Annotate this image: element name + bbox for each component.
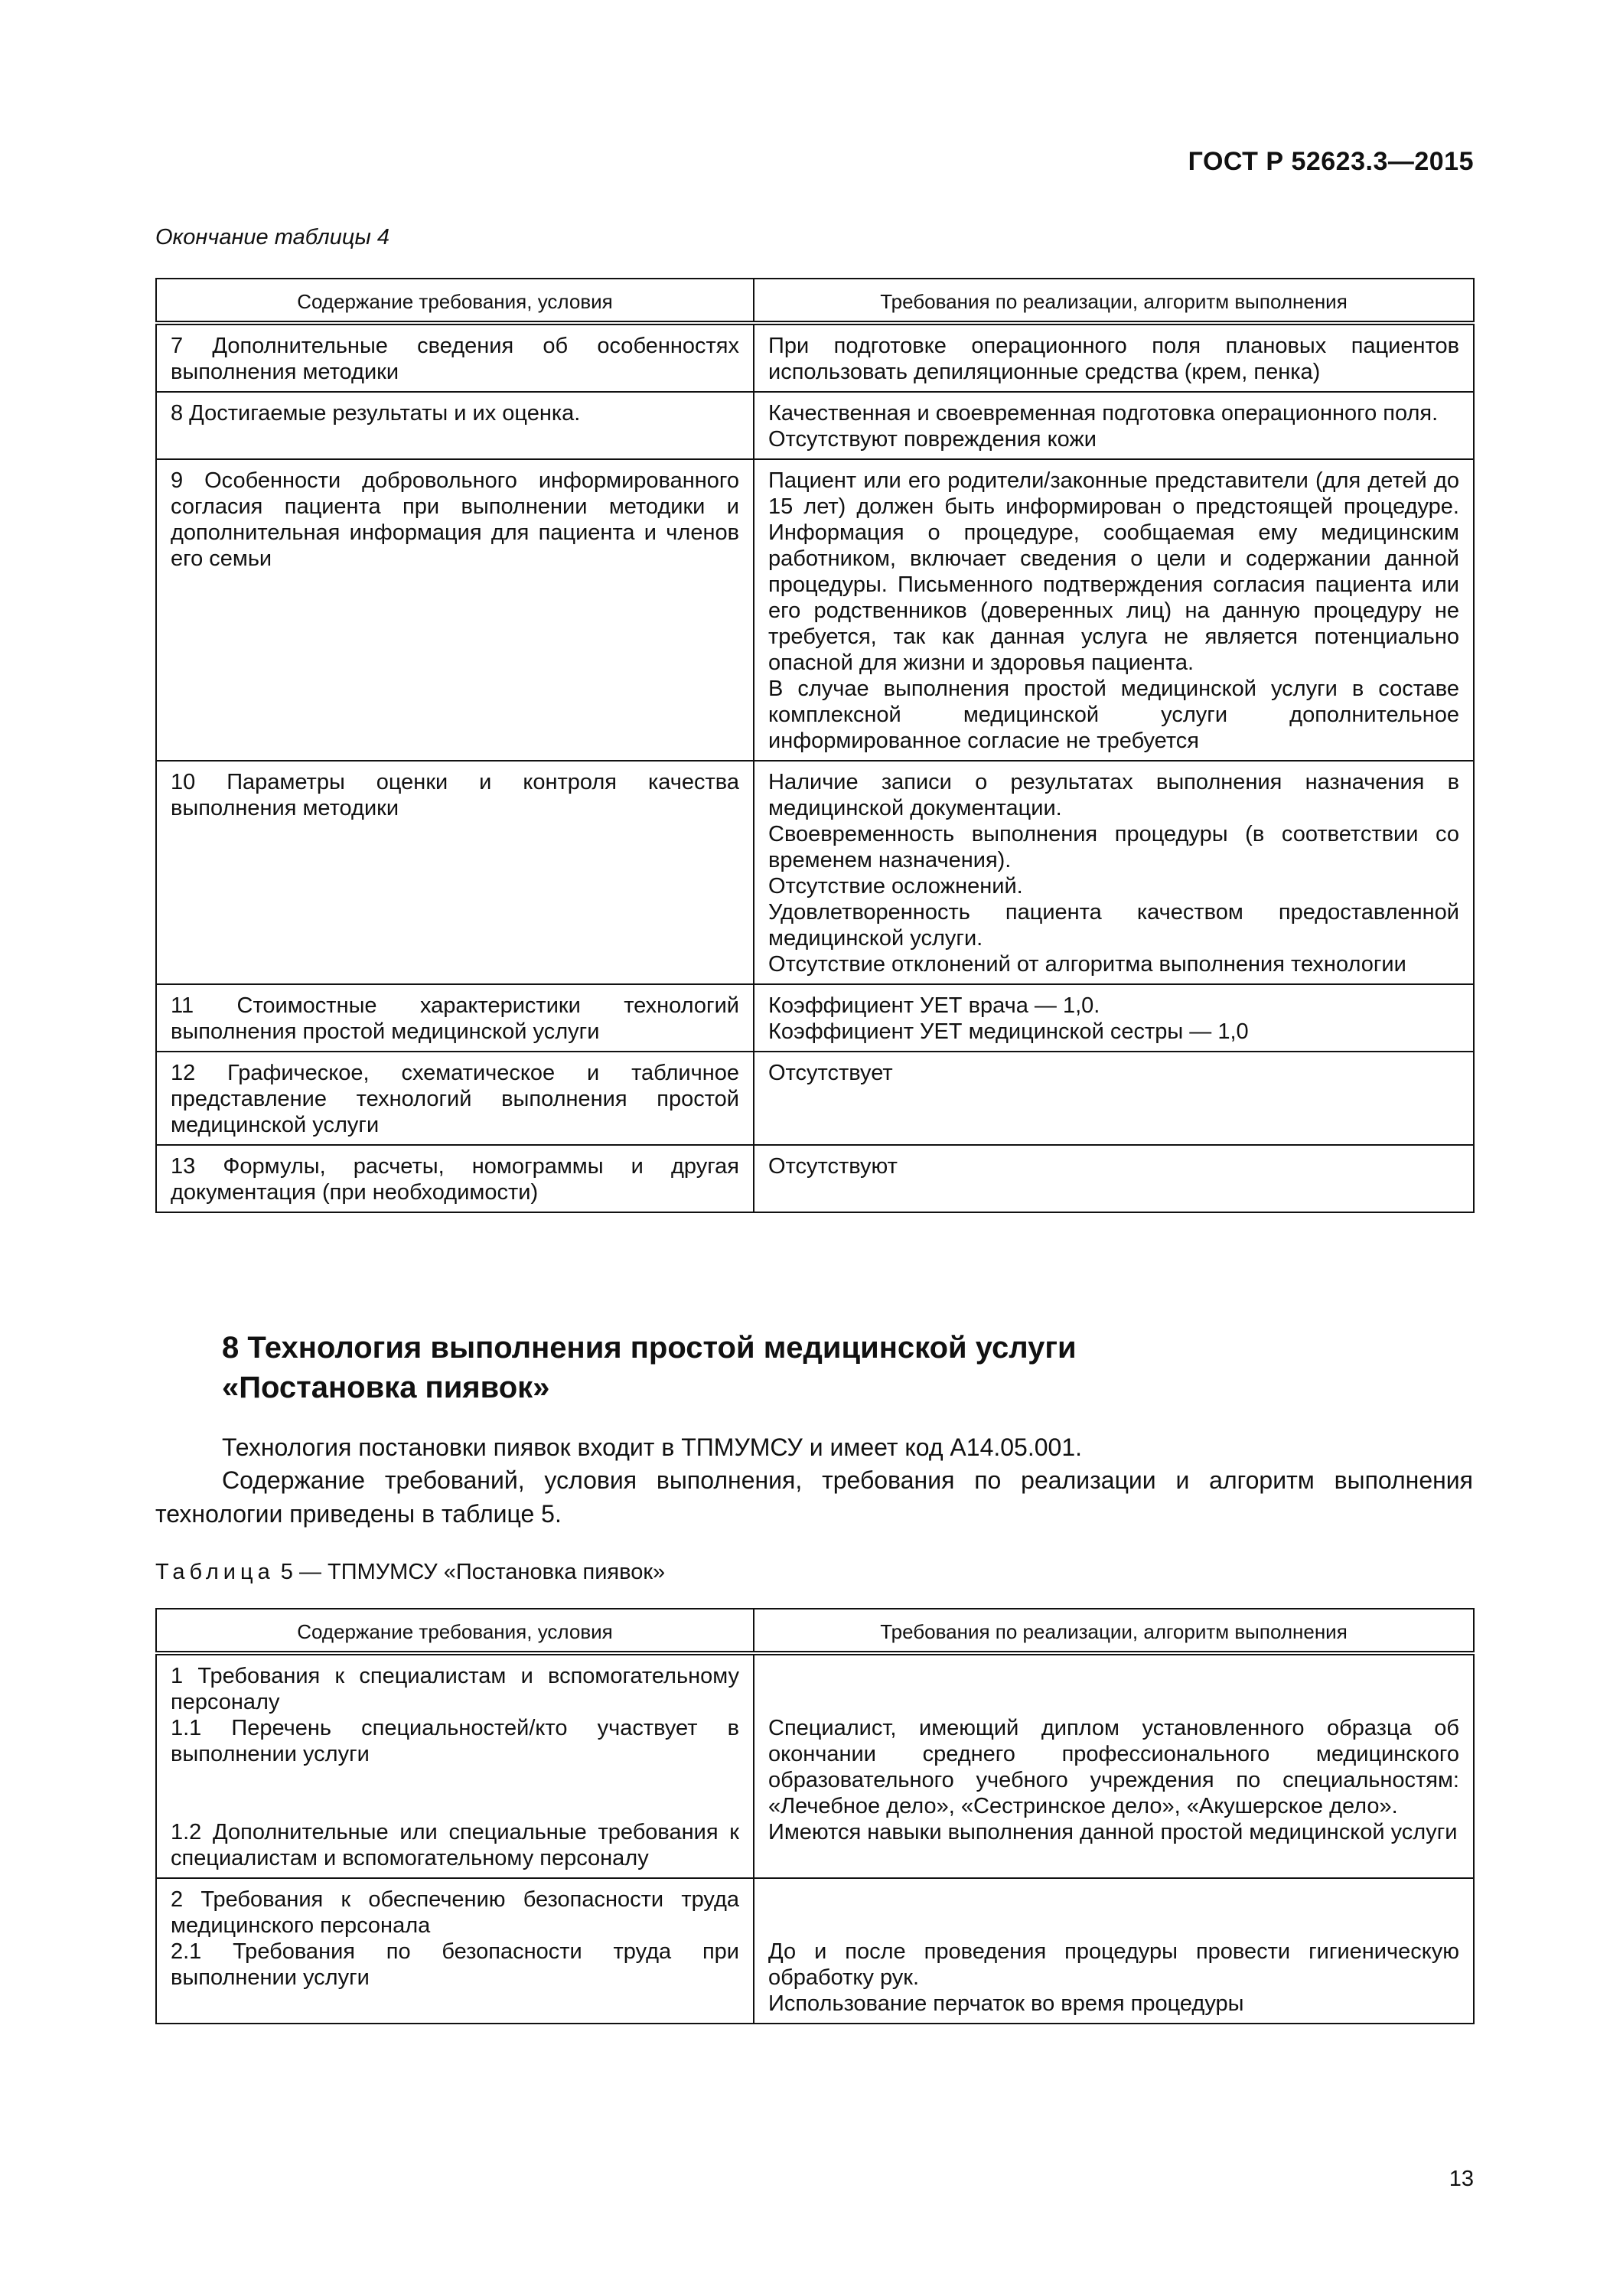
table-row [156,1878,1474,2024]
paragraph-description: Содержание требований, условия выполнения, требования по реализации и алгоритм выполнения технологии приведены в таблице 5. [155,1466,1473,1528]
table-row [156,392,1474,459]
cell-text: 8 Достигаемые результаты и их оценка. [171,401,581,426]
cell-text: 2.1 Требования по безопасности труда при выполнении услуги [171,1939,739,1990]
table5-caption-title: 5 — ТПМУМСУ «Постановка пиявок» [274,1560,666,1584]
table-cell [156,984,754,1052]
cell-text: 11 Стоимостные характеристики технологий выполнения простой медицинской услуги [171,993,739,1044]
cell-text: Отсутствие отклонений от алгоритма выполнения технологии [768,952,1406,977]
table-cell [754,1653,1474,1878]
cell-text: 12 Графическое, схематическое и табличное представление технологий выполнения простой медицинской услуги [171,1061,739,1137]
table-cell [156,392,754,459]
table-cell [156,323,754,392]
table-cell [754,1052,1474,1145]
section-title-line: 8 Технология выполнения простой медицинской услуги [222,1331,1077,1365]
cell-text: Пациент или его родители/законные представители (для детей до 15 лет) должен быть информирован о предстоящей процедуре. Информация о процедуре, сообщаемая ему медицинским работником, включает сведения о цели и содержании данной процедуры. Письменного подтверждения согласия пациента или его родственников (доверенных лиц) на данную процедуру не требуется, так как данная услуга не является потенциально опасной для жизни и здоровья пациента. [768,468,1459,675]
table5-caption-label: Таблица [155,1560,275,1584]
cell-text: При подготовке операционного поля плановых пациентов использовать депиляционные средства (крем, пенка) [768,334,1459,384]
cell-text: Отсутствует [768,1061,893,1085]
cell-text: 13 Формулы, расчеты, номограммы и другая документация (при необходимости) [171,1154,739,1205]
paragraph-code: Технология постановки пиявок входит в ТПМУМСУ и имеет код А14.05.001. [222,1433,1083,1461]
cell-text: Коэффициент УЕТ медицинской сестры — 1,0 [768,1019,1249,1044]
cell-text: 7 Дополнительные сведения об особенностях выполнения методики [171,334,739,384]
column-header: Требования по реализации, алгоритм выполнения [754,279,1474,323]
table-cell [156,1878,754,2024]
cell-text: 1.1 Перечень специальностей/кто участвует в выполнении услуги [171,1716,739,1766]
cell-text: В случае выполнения простой медицинской услуги в составе комплексной медицинской услуги дополнительное информированное согласие не требуется [768,677,1459,753]
table-cell [754,323,1474,392]
cell-text: Наличие записи о результатах выполнения назначения в медицинской документации. [768,770,1459,820]
cell-text: Специалист, имеющий диплом установленного образца об окончании среднего профессионального медицинского образовательного учебного учреждения по специальностям: «Лечебное дело», «Сестринское дело», «Акушерское дело». [768,1716,1459,1818]
table-cell [156,761,754,984]
table-cell [754,761,1474,984]
page-number: 13 [1449,2167,1474,2191]
table-cell [754,1145,1474,1212]
cell-text: До и после проведения процедуры провести гигиеническую обработку рук. [768,1939,1459,1990]
cell-text: 2 Требования к обеспечению безопасности труда медицинского персонала [171,1887,739,1938]
cell-text: 1 Требования к специалистам и вспомогательному персоналу [171,1664,739,1714]
table-row [156,1653,1474,1878]
cell-text: Использование перчаток во время процедуры [768,1991,1244,2016]
table-cell [156,1145,754,1212]
table-cell [156,459,754,761]
section-title-line: «Постановка пиявок» [222,1371,550,1404]
table-row [156,761,1474,984]
table-cell [754,392,1474,459]
table-cell [754,1878,1474,2024]
cell-text: 1.2 Дополнительные или специальные требования к специалистам и вспомогательному персоналу [171,1820,739,1870]
table-5 [155,1608,1475,2024]
table5-caption [155,1560,665,1585]
table4-body [156,323,1474,1212]
table-4 [155,278,1475,1213]
table-cell [156,1052,754,1145]
table-row [156,984,1474,1052]
table-cell [754,984,1474,1052]
table-row [156,1145,1474,1212]
cell-text: Коэффициент УЕТ врача — 1,0. [768,993,1100,1018]
table-header-row [156,279,1474,323]
section-title [222,1328,1077,1407]
table-row [156,323,1474,392]
column-header: Содержание требования, условия [156,1609,754,1653]
cell-text: 10 Параметры оценки и контроля качества выполнения методики [171,770,739,820]
table4-caption: Окончание таблицы 4 [155,225,389,249]
cell-text: 9 Особенности добровольного информированного согласия пациента при выполнении методики и дополнительная информация для пациента и членов его семьи [171,468,739,571]
table-row [156,459,1474,761]
document-code: ГОСТ Р 52623.3—2015 [1188,147,1474,176]
cell-text: Отсутствие осложнений. [768,874,1023,899]
table-row [156,1052,1474,1145]
table-cell [156,1653,754,1878]
cell-text: Удовлетворенность пациента качеством предоставленной медицинской услуги. [768,900,1459,951]
table-cell [754,459,1474,761]
cell-text: Имеются навыки выполнения данной простой медицинской услуги [768,1820,1458,1844]
cell-text: Своевременность выполнения процедуры (в соответствии со временем назначения). [768,822,1459,872]
cell-text: Отсутствуют повреждения кожи [768,427,1097,452]
column-header: Требования по реализации, алгоритм выполнения [754,1609,1474,1653]
cell-text: Отсутствуют [768,1154,898,1179]
table-header-row [156,1609,1474,1653]
cell-text: Качественная и своевременная подготовка операционного поля. [768,401,1439,426]
column-header: Содержание требования, условия [156,279,754,323]
